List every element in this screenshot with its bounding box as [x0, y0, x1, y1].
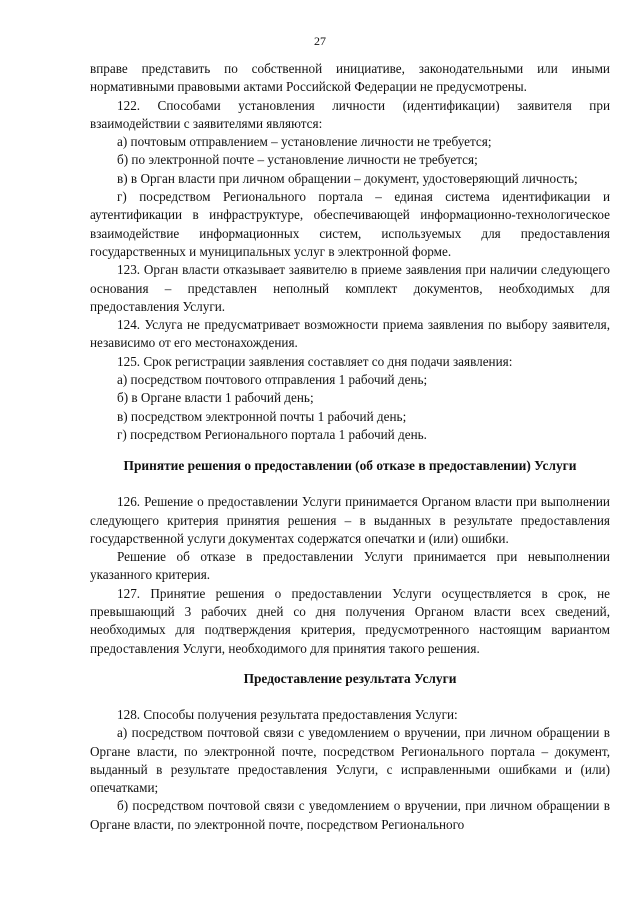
section-decision	[90, 493, 610, 658]
document-body	[90, 60, 610, 834]
paragraph: в) посредством электронной почты 1 рабочий день;	[117, 408, 407, 424]
paragraph: г) посредством Регионального портала – единая система идентификации и аутентификации в инфраструктуре, обеспечивающей информационно-технологическое взаимодействие информационных систем, используемых для предоставления государственных и муниципальных услуг в электронной форме.	[90, 189, 610, 259]
heading-result: Предоставление результата Услуги	[243, 670, 457, 686]
paragraph: Решение об отказе в предоставлении Услуги принимается при невыполнении указанного критерия.	[90, 549, 610, 583]
paragraph: 124. Услуга не предусматривает возможности приема заявления по выбору заявителя, независимо от его местонахождения.	[90, 317, 610, 351]
paragraph: а) почтовым отправлением – установление личности не требуется;	[117, 134, 492, 150]
paragraph: 127. Принятие решения о предоставлении Услуги осуществляется в срок, не превышающий 3 рабочих дней со дня получения Органом власти всех сведений, необходимых для подтверждения критерия, предусмотренного настоящим вариантом предоставления Услуги, необходимого для принятия такого решения.	[90, 585, 610, 656]
paragraph: б) посредством почтовой связи с уведомлением о вручении, при личном обращении в Органе власти, по электронной почте, посредством Регионального	[90, 798, 610, 832]
paragraph: вправе представить по собственной инициативе, законодательными или иными нормативными правовыми актами Российской Федерации не предусмотрены.	[90, 61, 610, 95]
paragraph: б) по электронной почте – установление личности не требуется;	[117, 152, 478, 168]
paragraph: 122. Способами установления личности (идентификации) заявителя при взаимодействии с заявителями являются:	[90, 97, 610, 131]
page-number: 27	[314, 34, 326, 48]
paragraph: а) посредством почтовой связи с уведомлением о вручении, при личном обращении в Органе власти, по электронной почте, посредством Регионального портала – документ, выданный в результате предоставления Услуги, с исправленными ошибками и (или) опечатками;	[90, 725, 610, 796]
paragraph: 126. Решение о предоставлении Услуги принимается Органом власти при выполнении следующего критерия принятия решения – в выданных в результате предоставления государственной услуги документах содержатся опечатки и (или) ошибки.	[90, 494, 610, 546]
paragraph: 125. Срок регистрации заявления составляет со дня подачи заявления:	[117, 353, 513, 369]
paragraph: в) в Орган власти при личном обращении – документ, удостоверяющий личность;	[117, 170, 578, 186]
section-intake	[90, 60, 610, 444]
paragraph: 123. Орган власти отказывает заявителю в приеме заявления при наличии следующего основания – представлен неполный комплект документов, необходимых для предоставления Услуги.	[90, 262, 610, 314]
paragraph: 128. Способы получения результата предоставления Услуги:	[117, 706, 458, 722]
paragraph: а) посредством почтового отправления 1 рабочий день;	[117, 372, 428, 388]
paragraph: г) посредством Регионального портала 1 рабочий день.	[117, 426, 427, 442]
section-result	[90, 706, 610, 834]
paragraph: б) в Органе власти 1 рабочий день;	[117, 390, 314, 406]
heading-decision: Принятие решения о предоставлении (об отказе в предоставлении) Услуги	[123, 458, 577, 474]
